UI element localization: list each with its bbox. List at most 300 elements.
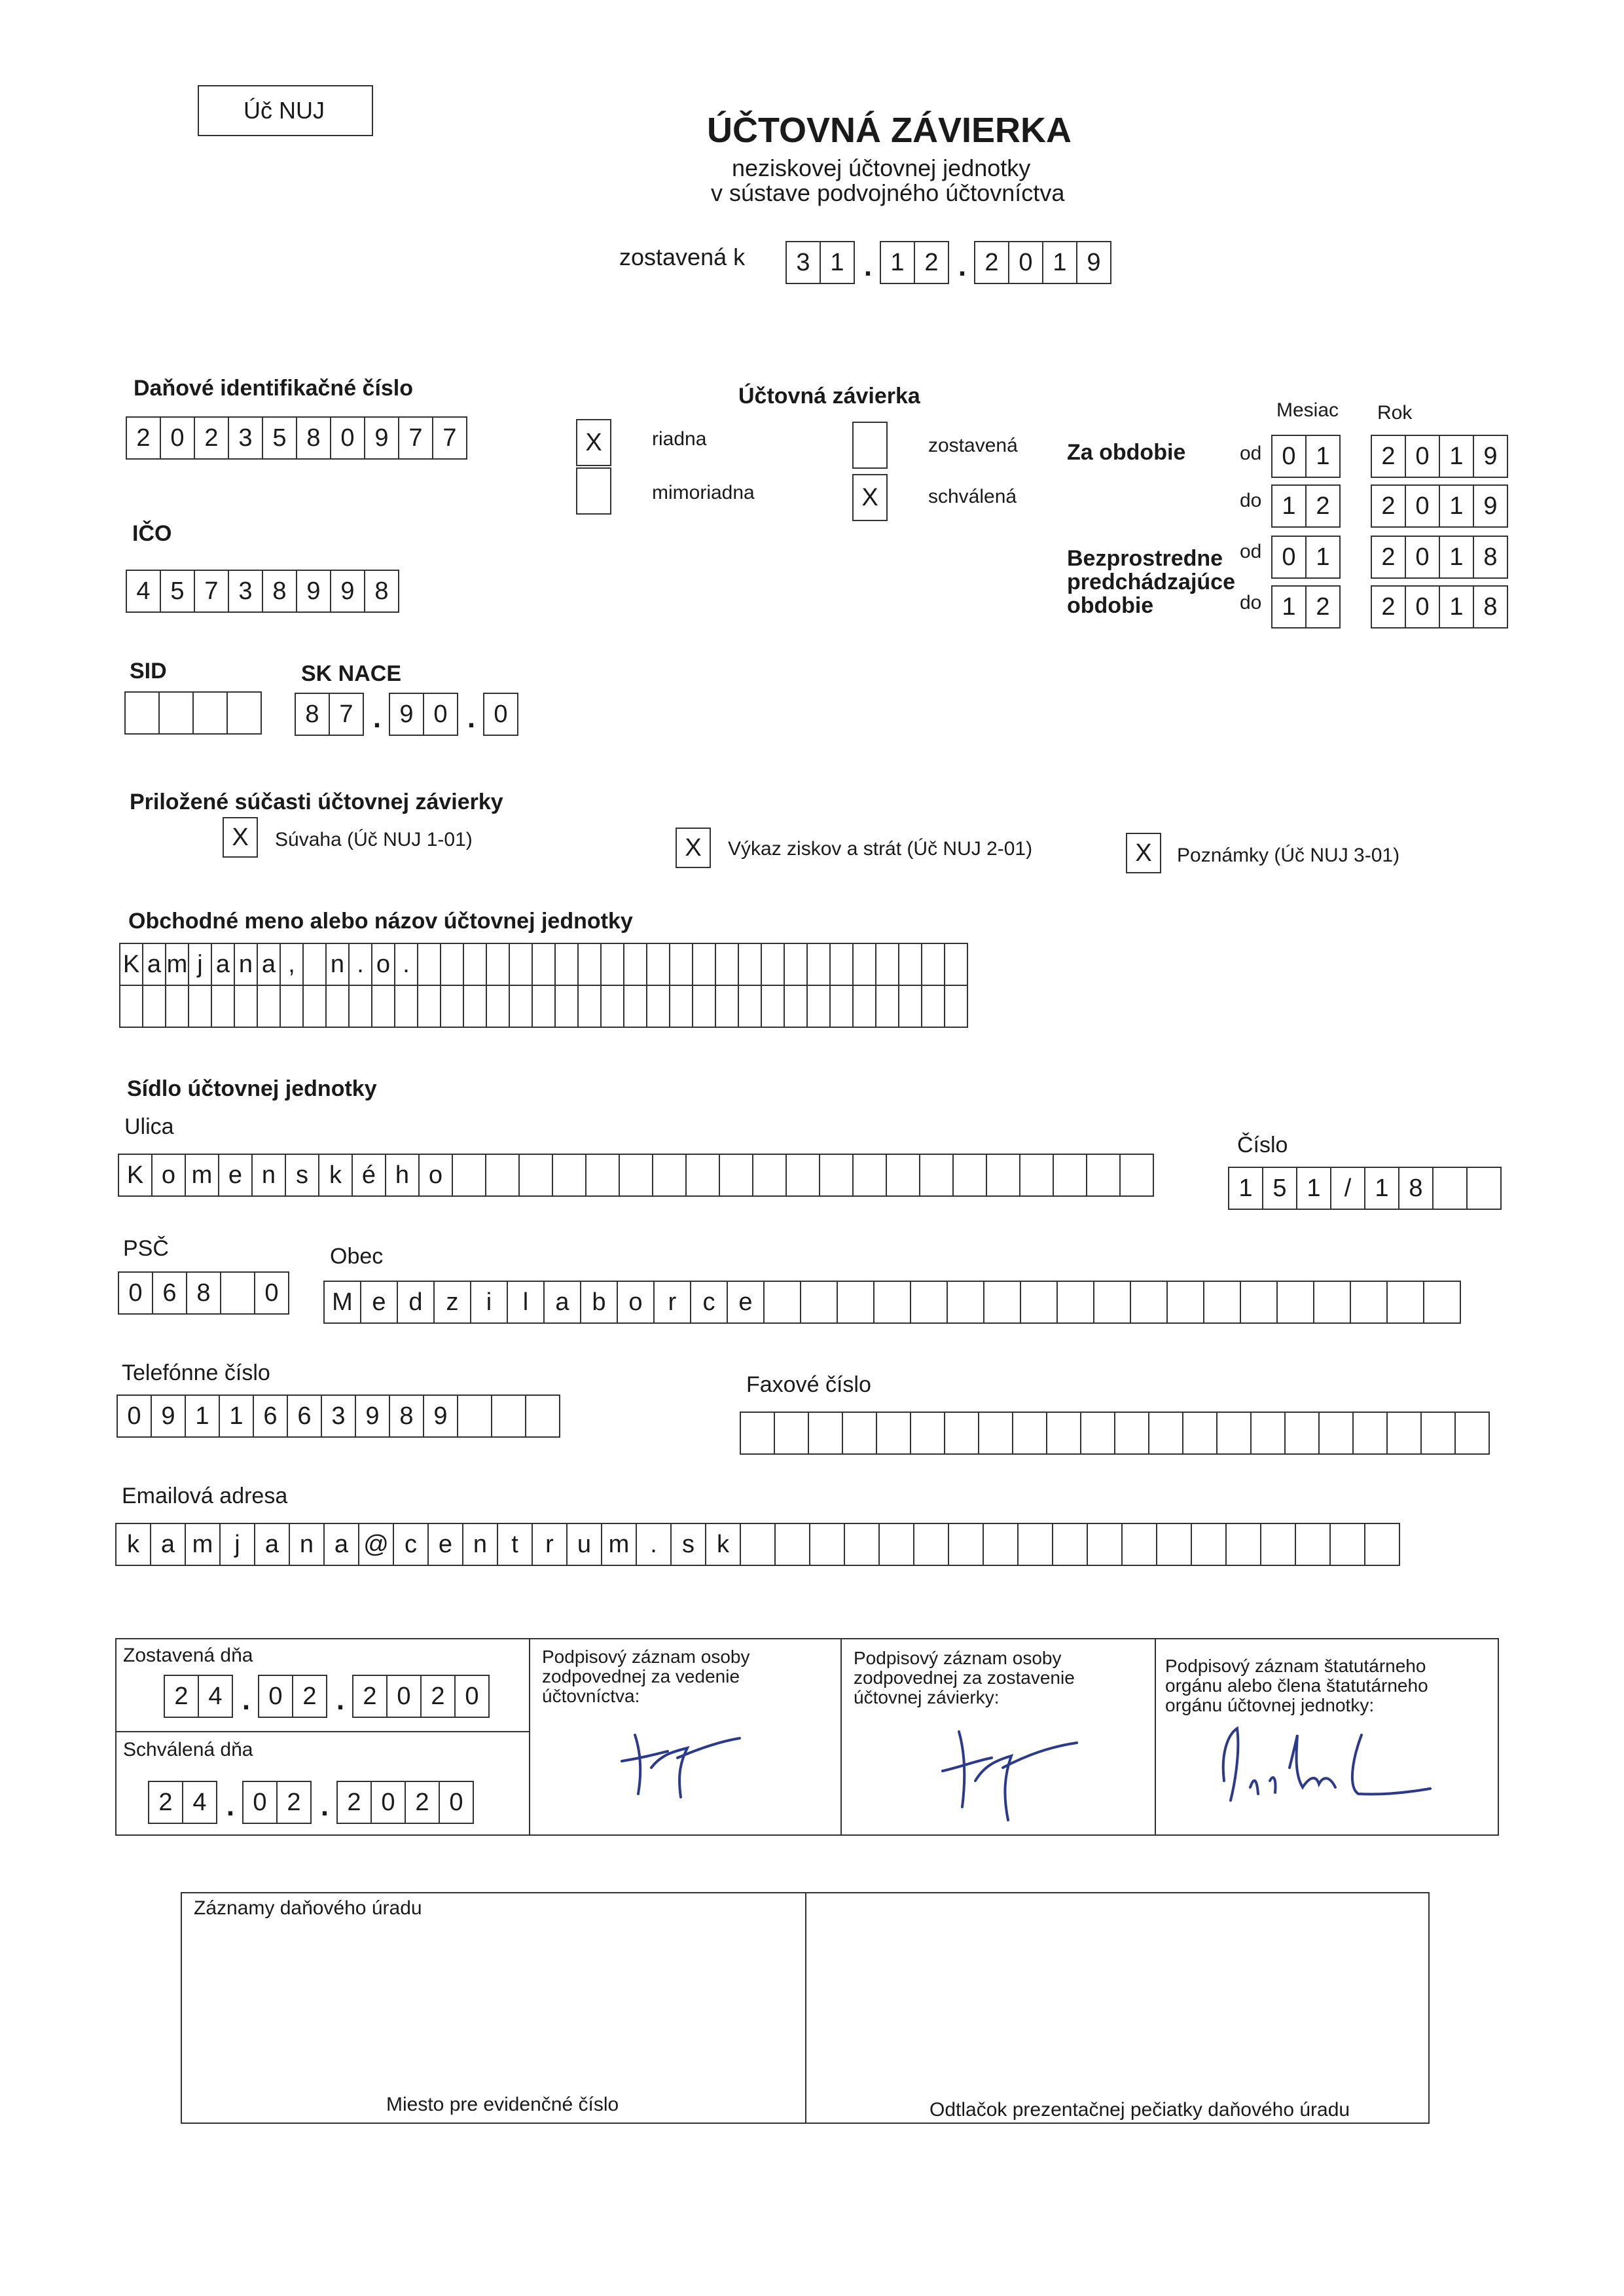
- date-cell[interactable]: 0: [242, 1781, 278, 1824]
- char-cell[interactable]: [457, 1394, 492, 1438]
- char-cell[interactable]: [1019, 1154, 1054, 1197]
- char-cell[interactable]: 9: [296, 570, 331, 613]
- char-cell[interactable]: [806, 943, 831, 986]
- char-cell[interactable]: [983, 1281, 1021, 1324]
- char-cell[interactable]: [873, 1281, 911, 1324]
- char-cell[interactable]: [800, 1281, 838, 1324]
- compiled-year-1[interactable]: 0: [1008, 241, 1043, 284]
- char-cell[interactable]: e: [360, 1281, 398, 1324]
- char-cell[interactable]: 5: [160, 570, 195, 613]
- char-cell[interactable]: [752, 1154, 787, 1197]
- char-cell[interactable]: 8: [389, 1394, 424, 1438]
- char-cell[interactable]: [1276, 1281, 1314, 1324]
- char-cell[interactable]: l: [507, 1281, 545, 1324]
- char-cell[interactable]: [1166, 1281, 1204, 1324]
- char-cell[interactable]: 8: [364, 570, 399, 613]
- char-cell[interactable]: [875, 985, 899, 1028]
- char-cell[interactable]: [806, 985, 831, 1028]
- char-cell[interactable]: [211, 985, 235, 1028]
- date-cell[interactable]: 2: [292, 1675, 327, 1718]
- char-cell[interactable]: 0: [1271, 536, 1307, 579]
- char-cell[interactable]: [875, 943, 899, 986]
- char-cell[interactable]: [600, 985, 624, 1028]
- char-cell[interactable]: 9: [423, 1394, 458, 1438]
- char-cell[interactable]: 9: [330, 570, 365, 613]
- compiled-year-3[interactable]: 9: [1076, 241, 1111, 284]
- char-cell[interactable]: [518, 1154, 553, 1197]
- char-cell[interactable]: [1080, 1412, 1115, 1455]
- char-cell[interactable]: 2: [194, 416, 229, 460]
- char-cell[interactable]: [740, 1523, 776, 1566]
- char-cell[interactable]: o: [371, 943, 395, 986]
- char-cell[interactable]: a: [254, 1523, 290, 1566]
- char-cell[interactable]: [1012, 1412, 1047, 1455]
- char-cell[interactable]: [1240, 1281, 1278, 1324]
- char-cell[interactable]: [784, 943, 808, 986]
- char-cell[interactable]: [738, 943, 762, 986]
- date-cell[interactable]: 0: [386, 1675, 422, 1718]
- char-cell[interactable]: r: [653, 1281, 691, 1324]
- char-cell[interactable]: s: [285, 1154, 319, 1197]
- char-cell[interactable]: o: [151, 1154, 186, 1197]
- char-cell[interactable]: @: [358, 1523, 394, 1566]
- sid-field[interactable]: [124, 691, 262, 735]
- char-cell[interactable]: [829, 985, 854, 1028]
- name-row-1[interactable]: [119, 943, 968, 986]
- char-cell[interactable]: [808, 1412, 843, 1455]
- previous-from-month[interactable]: [1271, 536, 1341, 579]
- char-cell[interactable]: [1056, 1281, 1094, 1324]
- char-cell[interactable]: [280, 985, 304, 1028]
- date-cell[interactable]: 2: [276, 1781, 312, 1824]
- char-cell[interactable]: [532, 985, 556, 1028]
- char-cell[interactable]: n: [251, 1154, 286, 1197]
- approved-on-date[interactable]: [148, 1781, 474, 1824]
- char-cell[interactable]: [692, 985, 716, 1028]
- char-cell[interactable]: e: [727, 1281, 765, 1324]
- char-cell[interactable]: 1: [1296, 1167, 1331, 1210]
- char-cell[interactable]: [509, 943, 533, 986]
- char-cell[interactable]: [440, 985, 464, 1028]
- char-cell[interactable]: 0: [160, 416, 195, 460]
- char-cell[interactable]: [623, 985, 647, 1028]
- current-to-month[interactable]: [1271, 484, 1341, 528]
- char-cell[interactable]: [577, 985, 602, 1028]
- char-cell[interactable]: k: [115, 1523, 151, 1566]
- char-cell[interactable]: e: [427, 1523, 463, 1566]
- char-cell[interactable]: 1: [1439, 536, 1474, 579]
- char-cell[interactable]: [646, 985, 670, 1028]
- char-cell[interactable]: b: [580, 1281, 618, 1324]
- char-cell[interactable]: K: [118, 1154, 153, 1197]
- char-cell[interactable]: [554, 943, 579, 986]
- char-cell[interactable]: 0: [1405, 435, 1440, 478]
- char-cell[interactable]: [1364, 1523, 1400, 1566]
- char-cell[interactable]: [944, 985, 968, 1028]
- nace-cell[interactable]: 9: [389, 693, 424, 736]
- char-cell[interactable]: 4: [126, 570, 161, 613]
- previous-from-year[interactable]: [1371, 536, 1508, 579]
- compiled-day-1[interactable]: 1: [820, 241, 855, 284]
- char-cell[interactable]: [685, 1154, 720, 1197]
- char-cell[interactable]: 5: [1262, 1167, 1297, 1210]
- char-cell[interactable]: [819, 1154, 854, 1197]
- compiled-day-0[interactable]: 3: [785, 241, 821, 284]
- char-cell[interactable]: 3: [228, 416, 263, 460]
- char-cell[interactable]: [463, 943, 487, 986]
- char-cell[interactable]: 2: [1371, 484, 1406, 528]
- char-cell[interactable]: 9: [1473, 484, 1508, 528]
- char-cell[interactable]: 0: [117, 1394, 152, 1438]
- char-cell[interactable]: [452, 1154, 486, 1197]
- char-cell[interactable]: m: [165, 943, 189, 986]
- char-cell[interactable]: 1: [219, 1394, 254, 1438]
- char-cell[interactable]: c: [690, 1281, 728, 1324]
- current-from-month[interactable]: [1271, 435, 1341, 478]
- nace-cell[interactable]: 0: [423, 693, 458, 736]
- char-cell[interactable]: [919, 1154, 954, 1197]
- char-cell[interactable]: [844, 1523, 880, 1566]
- char-cell[interactable]: .: [636, 1523, 672, 1566]
- char-cell[interactable]: [394, 985, 418, 1028]
- mimoriadna-checkbox[interactable]: [576, 467, 611, 515]
- char-cell[interactable]: [761, 943, 785, 986]
- char-cell[interactable]: 1: [1439, 435, 1474, 478]
- char-cell[interactable]: 1: [1271, 585, 1307, 629]
- char-cell[interactable]: [302, 985, 327, 1028]
- char-cell[interactable]: [852, 943, 876, 986]
- char-cell[interactable]: [740, 1412, 775, 1455]
- char-cell[interactable]: h: [385, 1154, 420, 1197]
- char-cell[interactable]: 9: [151, 1394, 186, 1438]
- char-cell[interactable]: m: [601, 1523, 637, 1566]
- char-cell[interactable]: [1114, 1412, 1149, 1455]
- char-cell[interactable]: 7: [398, 416, 433, 460]
- char-cell[interactable]: 8: [1398, 1167, 1434, 1210]
- char-cell[interactable]: [1295, 1523, 1331, 1566]
- char-cell[interactable]: [486, 985, 510, 1028]
- char-cell[interactable]: [878, 1523, 914, 1566]
- char-cell[interactable]: [738, 985, 762, 1028]
- char-cell[interactable]: [1329, 1523, 1365, 1566]
- char-cell[interactable]: m: [185, 1154, 219, 1197]
- char-cell[interactable]: [669, 985, 693, 1028]
- char-cell[interactable]: [898, 943, 922, 986]
- char-cell[interactable]: [886, 1154, 920, 1197]
- date-cell[interactable]: 0: [258, 1675, 293, 1718]
- char-cell[interactable]: [440, 943, 464, 986]
- char-cell[interactable]: [623, 943, 647, 986]
- char-cell[interactable]: 0: [1271, 435, 1307, 478]
- char-cell[interactable]: [1216, 1412, 1252, 1455]
- ico-field[interactable]: [126, 570, 399, 613]
- char-cell[interactable]: 1: [1364, 1167, 1399, 1210]
- char-cell[interactable]: /: [1330, 1167, 1365, 1210]
- char-cell[interactable]: [986, 1154, 1020, 1197]
- attachment-balance-checkbox[interactable]: X: [223, 817, 258, 858]
- char-cell[interactable]: [417, 943, 441, 986]
- char-cell[interactable]: 3: [321, 1394, 356, 1438]
- char-cell[interactable]: [1250, 1412, 1286, 1455]
- char-cell[interactable]: [1053, 1154, 1087, 1197]
- nace-cell[interactable]: 8: [295, 693, 330, 736]
- compiled-date[interactable]: [785, 241, 1111, 284]
- char-cell[interactable]: 2: [126, 416, 161, 460]
- char-cell[interactable]: n: [462, 1523, 498, 1566]
- fax-field[interactable]: [740, 1412, 1490, 1455]
- street-field[interactable]: [118, 1154, 1154, 1197]
- char-cell[interactable]: 2: [1371, 585, 1406, 629]
- char-cell[interactable]: M: [323, 1281, 361, 1324]
- char-cell[interactable]: [1225, 1523, 1261, 1566]
- riadna-checkbox[interactable]: X: [576, 419, 611, 466]
- char-cell[interactable]: 9: [364, 416, 399, 460]
- char-cell[interactable]: 7: [432, 416, 467, 460]
- char-cell[interactable]: [1052, 1523, 1088, 1566]
- psc-field[interactable]: [118, 1271, 289, 1315]
- char-cell[interactable]: [371, 985, 395, 1028]
- char-cell[interactable]: [485, 1154, 520, 1197]
- char-cell[interactable]: a: [150, 1523, 186, 1566]
- char-cell[interactable]: [1313, 1281, 1351, 1324]
- char-cell[interactable]: a: [257, 943, 281, 986]
- number-field[interactable]: [1228, 1167, 1502, 1210]
- char-cell[interactable]: 8: [1473, 585, 1508, 629]
- char-cell[interactable]: n: [289, 1523, 325, 1566]
- char-cell[interactable]: a: [142, 943, 166, 986]
- nace-cell[interactable]: 0: [483, 693, 518, 736]
- char-cell[interactable]: [669, 943, 693, 986]
- char-cell[interactable]: o: [418, 1154, 453, 1197]
- char-cell[interactable]: [491, 1394, 526, 1438]
- char-cell[interactable]: [921, 943, 945, 986]
- char-cell[interactable]: [1203, 1281, 1241, 1324]
- char-cell[interactable]: [944, 943, 968, 986]
- date-cell[interactable]: 4: [182, 1781, 217, 1824]
- char-cell[interactable]: [947, 1281, 984, 1324]
- char-cell[interactable]: [944, 1412, 979, 1455]
- char-cell[interactable]: 0: [330, 416, 365, 460]
- char-cell[interactable]: [158, 691, 194, 735]
- char-cell[interactable]: [577, 943, 602, 986]
- char-cell[interactable]: [842, 1412, 877, 1455]
- char-cell[interactable]: [226, 691, 262, 735]
- char-cell[interactable]: [921, 985, 945, 1028]
- date-cell[interactable]: 0: [370, 1781, 406, 1824]
- char-cell[interactable]: 3: [228, 570, 263, 613]
- char-cell[interactable]: s: [670, 1523, 706, 1566]
- char-cell[interactable]: [809, 1523, 845, 1566]
- char-cell[interactable]: [1350, 1281, 1388, 1324]
- char-cell[interactable]: [784, 985, 808, 1028]
- char-cell[interactable]: [952, 1154, 987, 1197]
- char-cell[interactable]: ,: [280, 943, 304, 986]
- current-from-year[interactable]: [1371, 435, 1508, 478]
- char-cell[interactable]: [124, 691, 160, 735]
- char-cell[interactable]: [852, 985, 876, 1028]
- char-cell[interactable]: 5: [262, 416, 297, 460]
- compiled-month-0[interactable]: 1: [880, 241, 915, 284]
- char-cell[interactable]: a: [543, 1281, 581, 1324]
- char-cell[interactable]: z: [433, 1281, 471, 1324]
- phone-field[interactable]: [117, 1394, 560, 1438]
- char-cell[interactable]: [774, 1412, 809, 1455]
- char-cell[interactable]: 6: [253, 1394, 288, 1438]
- char-cell[interactable]: .: [348, 943, 372, 986]
- char-cell[interactable]: j: [188, 943, 212, 986]
- char-cell[interactable]: [220, 1271, 255, 1315]
- char-cell[interactable]: 2: [1371, 536, 1406, 579]
- char-cell[interactable]: c: [393, 1523, 429, 1566]
- compiled-on-date[interactable]: [164, 1675, 490, 1718]
- char-cell[interactable]: 0: [254, 1271, 289, 1315]
- char-cell[interactable]: [646, 943, 670, 986]
- char-cell[interactable]: [1017, 1523, 1053, 1566]
- char-cell[interactable]: e: [218, 1154, 253, 1197]
- char-cell[interactable]: 8: [1473, 536, 1508, 579]
- date-cell[interactable]: 4: [198, 1675, 233, 1718]
- char-cell[interactable]: [1119, 1154, 1154, 1197]
- char-cell[interactable]: [983, 1523, 1019, 1566]
- char-cell[interactable]: [948, 1523, 984, 1566]
- date-cell[interactable]: 2: [352, 1675, 388, 1718]
- date-cell[interactable]: 2: [164, 1675, 199, 1718]
- char-cell[interactable]: [1020, 1281, 1058, 1324]
- char-cell[interactable]: [1318, 1412, 1354, 1455]
- char-cell[interactable]: 2: [1305, 585, 1341, 629]
- char-cell[interactable]: [910, 1412, 945, 1455]
- char-cell[interactable]: 2: [1305, 484, 1341, 528]
- compiled-month-1[interactable]: 2: [914, 241, 949, 284]
- char-cell[interactable]: [910, 1281, 948, 1324]
- char-cell[interactable]: a: [323, 1523, 359, 1566]
- char-cell[interactable]: [785, 1154, 820, 1197]
- char-cell[interactable]: [1432, 1167, 1468, 1210]
- char-cell[interactable]: o: [617, 1281, 655, 1324]
- char-cell[interactable]: 7: [194, 570, 229, 613]
- char-cell[interactable]: [1386, 1281, 1424, 1324]
- char-cell[interactable]: 9: [1473, 435, 1508, 478]
- char-cell[interactable]: [1130, 1281, 1168, 1324]
- char-cell[interactable]: m: [185, 1523, 221, 1566]
- date-cell[interactable]: 2: [420, 1675, 456, 1718]
- char-cell[interactable]: 1: [1271, 484, 1307, 528]
- char-cell[interactable]: 1: [1305, 536, 1341, 579]
- previous-to-year[interactable]: [1371, 585, 1508, 629]
- char-cell[interactable]: [1352, 1412, 1388, 1455]
- date-cell[interactable]: 0: [454, 1675, 490, 1718]
- char-cell[interactable]: k: [705, 1523, 741, 1566]
- char-cell[interactable]: [774, 1523, 810, 1566]
- char-cell[interactable]: 0: [1405, 585, 1440, 629]
- char-cell[interactable]: [119, 985, 143, 1028]
- char-cell[interactable]: [302, 943, 327, 986]
- dic-field[interactable]: [126, 416, 467, 460]
- char-cell[interactable]: [719, 1154, 753, 1197]
- char-cell[interactable]: 1: [1228, 1167, 1263, 1210]
- char-cell[interactable]: [552, 1154, 586, 1197]
- char-cell[interactable]: 1: [1439, 484, 1474, 528]
- attachment-notes-checkbox[interactable]: X: [1126, 833, 1161, 873]
- nace-cell[interactable]: 7: [329, 693, 364, 736]
- char-cell[interactable]: [234, 985, 258, 1028]
- char-cell[interactable]: [1423, 1281, 1461, 1324]
- char-cell[interactable]: K: [119, 943, 143, 986]
- char-cell[interactable]: r: [532, 1523, 568, 1566]
- previous-to-month[interactable]: [1271, 585, 1341, 629]
- char-cell[interactable]: n: [234, 943, 258, 986]
- char-cell[interactable]: [1156, 1523, 1192, 1566]
- char-cell[interactable]: .: [394, 943, 418, 986]
- char-cell[interactable]: u: [566, 1523, 602, 1566]
- char-cell[interactable]: [463, 985, 487, 1028]
- sk-nace-field[interactable]: [295, 693, 518, 736]
- char-cell[interactable]: d: [397, 1281, 435, 1324]
- char-cell[interactable]: 1: [1305, 435, 1341, 478]
- char-cell[interactable]: é: [352, 1154, 386, 1197]
- char-cell[interactable]: [1284, 1412, 1320, 1455]
- char-cell[interactable]: [852, 1154, 887, 1197]
- char-cell[interactable]: [1454, 1412, 1490, 1455]
- compiled-year-2[interactable]: 1: [1042, 241, 1077, 284]
- char-cell[interactable]: [619, 1154, 653, 1197]
- date-cell[interactable]: 2: [336, 1781, 372, 1824]
- char-cell[interactable]: 8: [186, 1271, 221, 1315]
- char-cell[interactable]: 0: [118, 1271, 153, 1315]
- char-cell[interactable]: [600, 943, 624, 986]
- date-cell[interactable]: 2: [405, 1781, 440, 1824]
- char-cell[interactable]: 0: [1405, 536, 1440, 579]
- char-cell[interactable]: i: [470, 1281, 508, 1324]
- char-cell[interactable]: [1386, 1412, 1422, 1455]
- char-cell[interactable]: [142, 985, 166, 1028]
- char-cell[interactable]: [978, 1412, 1013, 1455]
- char-cell[interactable]: [898, 985, 922, 1028]
- city-field[interactable]: [323, 1281, 1461, 1324]
- char-cell[interactable]: [1046, 1412, 1081, 1455]
- char-cell[interactable]: 6: [152, 1271, 187, 1315]
- date-cell[interactable]: 0: [439, 1781, 474, 1824]
- char-cell[interactable]: [876, 1412, 911, 1455]
- schvalena-checkbox[interactable]: X: [852, 474, 888, 521]
- char-cell[interactable]: k: [318, 1154, 353, 1197]
- current-to-year[interactable]: [1371, 484, 1508, 528]
- char-cell[interactable]: [585, 1154, 620, 1197]
- char-cell[interactable]: t: [497, 1523, 533, 1566]
- char-cell[interactable]: [417, 985, 441, 1028]
- char-cell[interactable]: [532, 943, 556, 986]
- char-cell[interactable]: [715, 943, 739, 986]
- char-cell[interactable]: [1093, 1281, 1131, 1324]
- char-cell[interactable]: n: [325, 943, 350, 986]
- char-cell[interactable]: [1086, 1154, 1121, 1197]
- char-cell[interactable]: j: [219, 1523, 255, 1566]
- char-cell[interactable]: 2: [1371, 435, 1406, 478]
- char-cell[interactable]: [1466, 1167, 1502, 1210]
- char-cell[interactable]: [1182, 1412, 1218, 1455]
- name-row-2[interactable]: [119, 985, 968, 1028]
- char-cell[interactable]: [525, 1394, 560, 1438]
- date-cell[interactable]: 2: [148, 1781, 183, 1824]
- char-cell[interactable]: [1260, 1523, 1296, 1566]
- compiled-year-0[interactable]: 2: [974, 241, 1009, 284]
- char-cell[interactable]: [554, 985, 579, 1028]
- char-cell[interactable]: [763, 1281, 801, 1324]
- char-cell[interactable]: 8: [262, 570, 297, 613]
- zostavena-checkbox[interactable]: [852, 422, 888, 469]
- char-cell[interactable]: 9: [355, 1394, 390, 1438]
- char-cell[interactable]: [761, 985, 785, 1028]
